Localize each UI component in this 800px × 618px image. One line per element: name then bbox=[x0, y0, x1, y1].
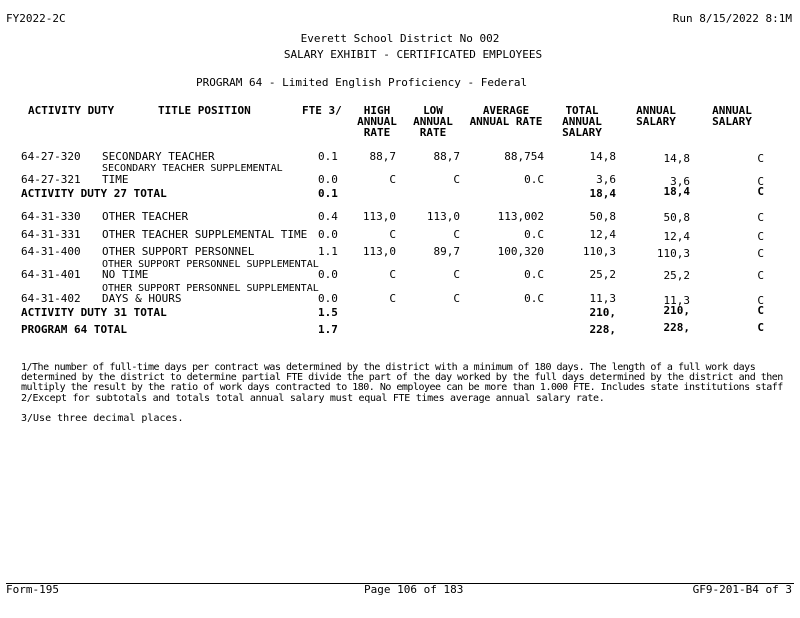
row-total-salary: 11,3 bbox=[589, 292, 616, 305]
row-low-rate: 88,7 bbox=[433, 150, 460, 163]
row-avg-rate: 0.C bbox=[524, 228, 544, 241]
row-salary-2: C bbox=[757, 230, 764, 243]
row-low-rate: 89,7 bbox=[433, 245, 460, 258]
header-annual-salary-1: ANNUAL SALARY bbox=[636, 104, 676, 128]
row-salary-2: C bbox=[757, 211, 764, 224]
header-average-annual-rate: AVERAGE ANNUAL RATE bbox=[469, 104, 543, 128]
row-fte: 0.0 bbox=[318, 292, 338, 305]
row-title: OTHER TEACHER SUPPLEMENTAL TIME bbox=[102, 228, 308, 241]
row-fte: 0.1 bbox=[318, 150, 338, 163]
row-salary-1: 50,8 bbox=[663, 211, 690, 224]
row-salary-2: C bbox=[757, 185, 764, 198]
row-salary-1: 14,8 bbox=[663, 152, 690, 165]
row-total-salary: 50,8 bbox=[589, 210, 616, 223]
row-total-salary: 210, bbox=[589, 306, 616, 319]
row-high-rate: 113,0 bbox=[362, 245, 396, 258]
row-title: SECONDARY TEACHER bbox=[102, 150, 215, 163]
row-code: 64-31-400 bbox=[21, 245, 81, 258]
row-salary-1: 210, bbox=[663, 304, 690, 317]
row-title: OTHER SUPPORT PERSONNEL bbox=[102, 245, 255, 258]
row-fte: 1.1 bbox=[318, 245, 338, 258]
row-high-rate: 88,7 bbox=[369, 150, 396, 163]
row-avg-rate: 0.C bbox=[524, 268, 544, 281]
row-low-rate: 113,0 bbox=[426, 210, 460, 223]
row-title: OTHER TEACHER bbox=[102, 210, 189, 223]
row-code: ACTIVITY DUTY 31 TOTAL bbox=[21, 306, 167, 319]
form-number: Form-195 bbox=[6, 583, 59, 596]
row-high-rate: C bbox=[389, 292, 396, 305]
row-avg-rate: 0.C bbox=[524, 173, 544, 186]
row-fte: 0.0 bbox=[318, 173, 338, 186]
row-code: 64-31-331 bbox=[21, 228, 81, 241]
row-title-top: SECONDARY TEACHER SUPPLEMENTAL bbox=[102, 163, 283, 174]
form-code: GF9-201-B4 of 3 bbox=[692, 583, 792, 596]
row-fte: 0.4 bbox=[318, 210, 338, 223]
row-avg-rate: 88,754 bbox=[504, 150, 544, 163]
row-salary-2: C bbox=[757, 294, 764, 307]
footnote-3: 3/Use three decimal places. bbox=[21, 413, 184, 424]
footnote-1-line-2: determined by the district to determine partial FTE divide the part of the day worked by the full days determined by the district and then bbox=[21, 372, 783, 383]
row-high-rate: 113,0 bbox=[362, 210, 396, 223]
row-total-salary: 14,8 bbox=[589, 150, 616, 163]
row-code: 64-31-330 bbox=[21, 210, 81, 223]
program-line: PROGRAM 64 - Limited English Proficiency - Federal bbox=[196, 76, 528, 89]
row-high-rate: C bbox=[389, 173, 396, 186]
footnote-1-line-3: multiply the result by the ratio of work days contracted to 180. No employee can be more than 1.000 FTE. Includes state institutions staff bbox=[21, 382, 783, 393]
row-fte: 0.0 bbox=[318, 268, 338, 281]
row-code: ACTIVITY DUTY 27 TOTAL bbox=[21, 187, 167, 200]
row-salary-1: 18,4 bbox=[663, 185, 690, 198]
row-low-rate: C bbox=[453, 268, 460, 281]
row-total-salary: 25,2 bbox=[589, 268, 616, 281]
row-salary-1: 25,2 bbox=[663, 269, 690, 282]
row-title-top: OTHER SUPPORT PERSONNEL SUPPLEMENTAL bbox=[102, 259, 319, 270]
row-fte: 0.1 bbox=[318, 187, 338, 200]
row-code: 64-31-401 bbox=[21, 268, 81, 281]
footnote-1-line-1: 1/The number of full-time days per contract was determined by the district with a minimum of 180 days. The length of a full work days bbox=[21, 362, 756, 373]
header-total-annual-salary: TOTAL ANNUAL SALARY bbox=[562, 104, 602, 139]
row-code: PROGRAM 64 TOTAL bbox=[21, 323, 127, 336]
row-avg-rate: 113,002 bbox=[497, 210, 544, 223]
row-low-rate: C bbox=[453, 173, 460, 186]
row-salary-2: C bbox=[757, 152, 764, 165]
row-fte: 0.0 bbox=[318, 228, 338, 241]
row-fte: 1.5 bbox=[318, 306, 338, 319]
header-title-position: TITLE POSITION bbox=[158, 104, 251, 117]
row-salary-1: 11,3 bbox=[663, 294, 690, 307]
row-avg-rate: 100,320 bbox=[497, 245, 544, 258]
row-salary-2: C bbox=[757, 321, 764, 334]
header-low-annual-rate: LOW ANNUAL RATE bbox=[413, 104, 453, 139]
row-total-salary: 110,3 bbox=[582, 245, 616, 258]
fiscal-year: FY2022-2C bbox=[6, 12, 66, 25]
run-stamp: Run 8/15/2022 8:1M bbox=[672, 12, 792, 25]
row-code: 64-31-402 bbox=[21, 292, 81, 305]
row-fte: 1.7 bbox=[318, 323, 338, 336]
footnote-2: 2/Except for subtotals and totals total annual salary must equal FTE times average annual salary rate. bbox=[21, 393, 605, 404]
row-salary-2: C bbox=[757, 175, 764, 188]
row-salary-1: 3,6 bbox=[670, 175, 690, 188]
report-title: SALARY EXHIBIT - CERTIFICATED EMPLOYEES bbox=[283, 48, 543, 61]
row-title: NO TIME bbox=[102, 268, 149, 281]
row-low-rate: C bbox=[453, 228, 460, 241]
row-salary-1: 228, bbox=[663, 321, 690, 334]
header-high-annual-rate: HIGH ANNUAL RATE bbox=[357, 104, 397, 139]
header-activity-duty: ACTIVITY DUTY bbox=[28, 104, 115, 117]
row-avg-rate: 0.C bbox=[524, 292, 544, 305]
row-title: TIME bbox=[102, 173, 129, 186]
row-title-top: OTHER SUPPORT PERSONNEL SUPPLEMENTAL bbox=[102, 283, 319, 294]
row-high-rate: C bbox=[389, 228, 396, 241]
page-number: Page 106 of 183 bbox=[364, 583, 464, 596]
row-total-salary: 3,6 bbox=[596, 173, 616, 186]
row-title: DAYS & HOURS bbox=[102, 292, 182, 305]
row-total-salary: 228, bbox=[589, 323, 616, 336]
row-code: 64-27-320 bbox=[21, 150, 81, 163]
row-salary-2: C bbox=[757, 247, 764, 260]
row-code: 64-27-321 bbox=[21, 173, 81, 186]
header-annual-salary-2: ANNUAL SALARY bbox=[712, 104, 752, 128]
district-name: Everett School District No 002 bbox=[300, 32, 500, 45]
row-salary-2: C bbox=[757, 269, 764, 282]
row-total-salary: 12,4 bbox=[589, 228, 616, 241]
row-total-salary: 18,4 bbox=[589, 187, 616, 200]
row-salary-1: 110,3 bbox=[656, 247, 690, 260]
row-low-rate: C bbox=[453, 292, 460, 305]
row-salary-2: C bbox=[757, 304, 764, 317]
row-salary-1: 12,4 bbox=[663, 230, 690, 243]
header-fte: FTE 3/ bbox=[302, 104, 342, 117]
row-high-rate: C bbox=[389, 268, 396, 281]
